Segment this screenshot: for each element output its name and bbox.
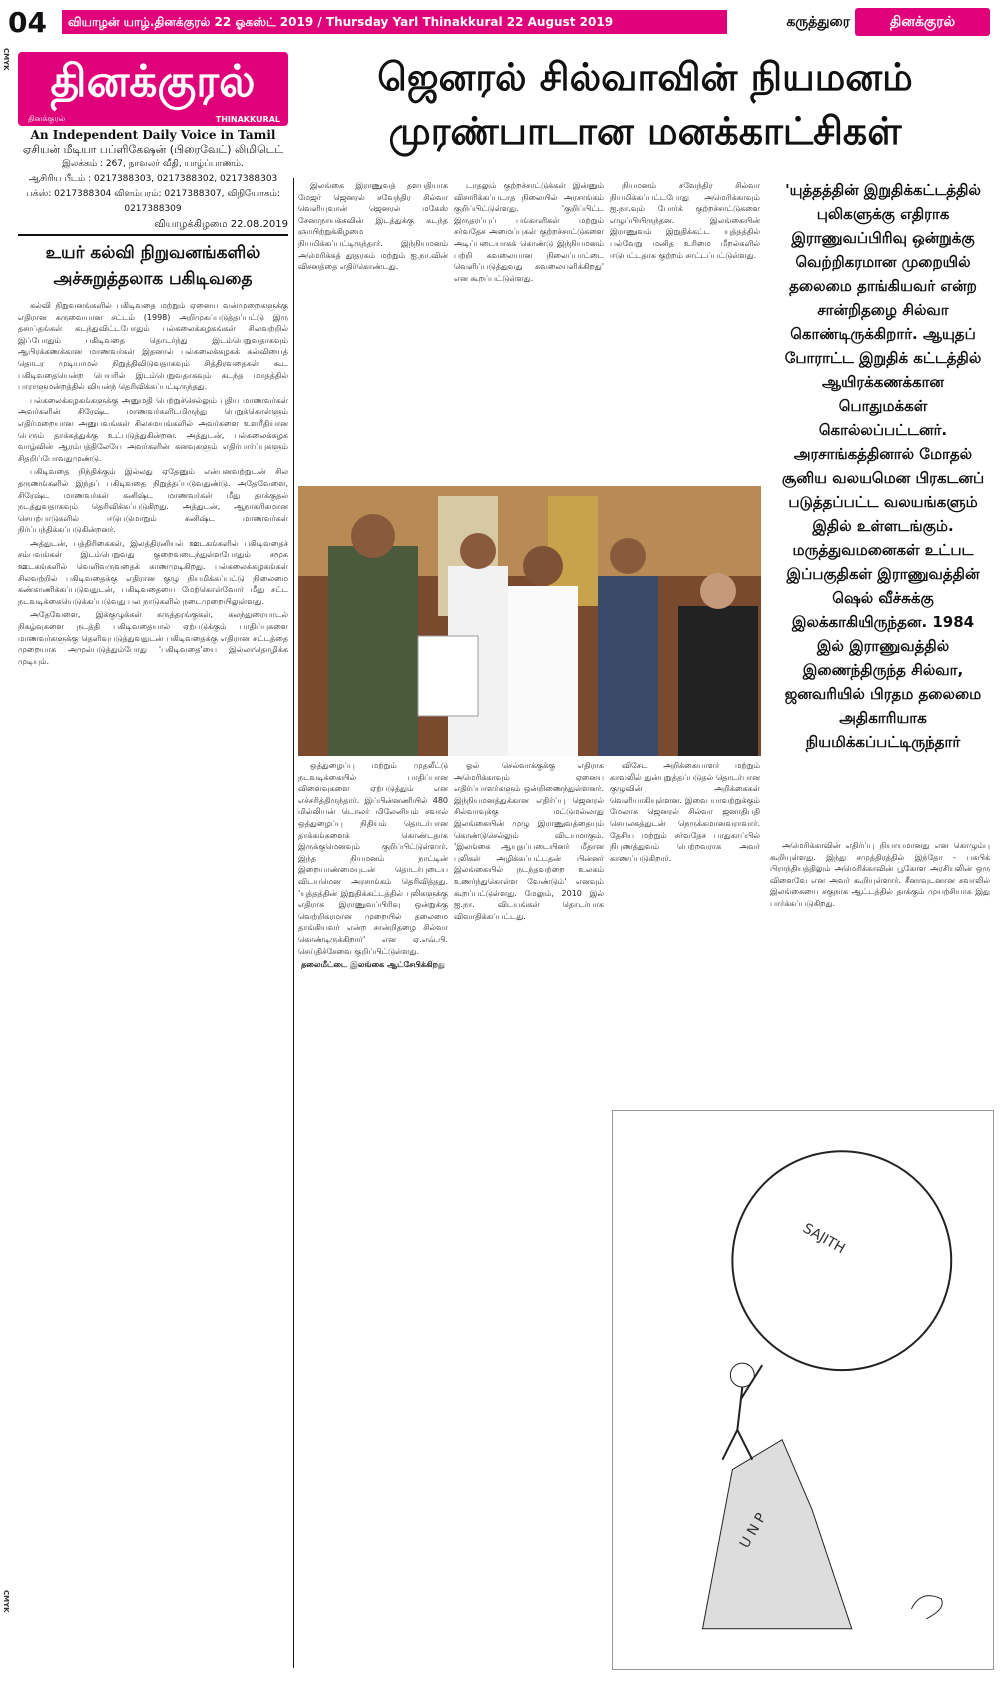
cmyk-mark-bottom: CMYK — [2, 1590, 10, 1613]
editorial-paragraph: கல்வி நிறுவனங்களில் பகிடிவதை மற்றும் ஏனைய வன்முறைகளுக்கு எதிரான சுருவையான சட்டம் (1998) அறிமுகப்படுத்தப்பட்டு இரு தசாப்தங்கள் கடந்துவிட்டபோதும் பல்கலைக்கழகங்கள் சிலவற்றில் இப்போதும் பகிடிவதை தொடர்ந்து இடம்பெறுவதாகவும் ஆபிரக்கணக்கான மாணவர்கள் இதனால் பல்கலைக்கழகக் கல்வியைத் தொடர முடியாமல் நிறுத்திவிடுவதாகவும் சித்திரவதைகள் கூட பகிடிவதையென்ற பெயரில் இடம்பெறுவதாகவும் கடந்த மாதத்தில் பாராளுமன்றத்தில் வியன்ந் தெரிவிக்கப்பட்டிருந்தது. — [18, 301, 288, 392]
article-paragraph: விசேட அறிக்கையாளர் மற்றும் காவலில் துன்புறுத்தப்படுதல் தொடர்பான குழுவின் அறிக்கைகள் வெளியாகியுள்ளன. இவை யாவற்றுக்கும் மேலாக ஜெனரல் சில்வா ஜனாதிபதி செயலகத்துடன் நெருக்கமானவராவார். தேசிய மற்றும் சர்வதேச பாதுகாப்பில் நிபுணத்துவம் பெற்றவராக அவர் காணப்படுகிறார். — [610, 761, 760, 863]
masthead-logo-text: தினக்குரல் — [50, 56, 256, 107]
issue-date: வியாழக்கிழமை 22.08.2019 — [154, 219, 288, 230]
main-headline — [300, 50, 990, 158]
editorial-body — [18, 300, 288, 1660]
masthead-logo — [18, 52, 288, 126]
address: இலக்கம் : 267, நாவலர் வீதி, யாழ்ப்பாணம். — [62, 159, 244, 169]
date-bar-text: வியாழன் யாழ்.தினக்குரல் 22 ஓகஸ்ட் 2019 / Thursday Yarl Thinakkural 22 August 2019 — [68, 15, 614, 29]
article-paragraph: டாதலும் குற்றச்சாட்டுக்கள் இன்னும் விசாரிக்கப்படாத நிலையில் அரசாங்கம் குறிப்பிட்டுள்ளது. 'குறிப்பிட்ட இருதரப்புப் பங்காளிகள் மற்றும் சர்வதேச அமைப்புகள் குற்றச்சாட்டுகளை அடிப்படையாகக் கொண்டு இந்நியமனம் பற்றி கவலையான நிலைப்பாட்டை வெளிப்படுத்துவது கவலையளிக்கிறது' என கூறப்பட்டுள்ளது. — [454, 181, 604, 283]
publisher: ஏசியன் மீடியா பப்ளிகேஷன் (பிரைவேட்) லிமிடெட் — [22, 143, 284, 156]
editorial-paragraph: பகிடிவதை நிந்திக்கும் இல்லது ஏதேனும் என்பனவற்றுடன் சில தருணங்களில் இந்தப் பகிடிவதை நிறுத்தப்படுவதுண்டு. அதேவேளை, சிரேஷ்ட மாணவர்கள் கனிஷ்ட மாணவர்கள் மீது தாக்குதல் நடத்துவதாகவும் தெரிவிக்கப்படுகிறது. அத்துடன், ஆநாகரிகமான செயற்பாடுகளில் ஈடுபடுமாறும் கனிஷ்ட மாணவர்கள் நிர்ப்பந்திக்கப்படுகின்றனர். — [18, 467, 288, 535]
masthead-logo-small: தினக்குரல் — [28, 114, 66, 123]
article-paragraph: ஓல் செல்வாக்குக்கு எதிராக அமெரிக்காவும் ஏனைய எதிர்ப்பாளர்களும் ஒன்றிணைந்துள்ளனர். இந்நியமனத்துக்கான எதிர்ப்பு ஜெனரல் சில்வாவுக்கு மட்டுமல்லாது இலங்கையின் முழு இராணுவத்தையும் கொண்டுசெல்லும் விடயமாகும். 'இலங்கை ஆயுதப்படையினர் மீதான புலிகள் அழிக்கப்பட்டதன் பின்னர் இலங்கையில் நடந்தவற்றை உலகம் உணர்ந்துகொள்ள வேண்டும்' எனவும் கூறப்பட்டுள்ளது. மேலும், 2010 இல் ஐ.நா. விடயங்கள் தொடர்பாக விவாதிக்கப்பட்டது. — [454, 761, 604, 921]
headline-line1: ஜெனரல் சில்வாவின் நியமனம் — [377, 55, 913, 99]
article-column — [610, 180, 760, 480]
divider — [18, 234, 288, 236]
divider — [293, 178, 294, 1668]
article-column — [454, 180, 604, 480]
article-column — [454, 760, 604, 1670]
mini-logo: தினக்குரல் — [855, 8, 990, 36]
article-column — [298, 180, 448, 480]
news-photo — [298, 486, 761, 756]
article-column — [298, 760, 448, 1670]
section-label: கருத்துரை — [786, 14, 850, 30]
editorial-title-line1: உயர் கல்வி நிறுவனங்களில் — [45, 243, 261, 263]
cmyk-mark-top: CMYK — [2, 48, 10, 71]
article-column — [770, 840, 990, 1095]
article-paragraph: அமெரிக்காவின் எதிர்ப்பு நியாயமானது என கொழும்பு கூறியுள்ளது. இந்து சமுத்திரத்தில் இந்தோ - பசுபிக் பிராந்தியத்திலும் அமெரிக்காவின் பூகோள அரசியலின் ஒரு விளைவே என அவர் கூறியுள்ளார். சீனாவுடனான சவாலில் இலங்கையை சகுநாக ஆட்டத்தில் தாக்கும் முயற்சியாக இது பார்க்கப்படுகிறது. — [770, 841, 990, 908]
editorial-paragraph: பல்கலைக்கழகங்களுக்கு அனுமதி பெற்றுச்செல்லும் புதிய மாணவர்கள் அவர்களின் சிரேஷ்ட மாணவர்களிடமிருந்து பெறுக்கொள்ளும் எதிர்மறையான அனுபவங்கள் சிலசமயங்களில் அவர்களை உளரீதியான பெரும் தாக்கத்துக்கு உட்படுத்துகின்றன. அத்துடன், பல்கலைக்கழக வாழ்வின் ஆரம்பத்திலேயே அவர்களின் கனவுகளும் எதிர்பார்ப்புகளும் சிதறிப்போவதுமுண்டு. — [18, 395, 288, 463]
cartoon-label-unp: U N P — [736, 1510, 770, 1552]
cartoon-label-sajith: SAJITH — [800, 1220, 848, 1258]
page-number: 04 — [8, 6, 47, 39]
article-subhead: தலைமீட்டை இலங்கை ஆட்சேபிக்கிறது — [301, 960, 445, 970]
editorial-cartoon — [612, 1110, 994, 1670]
article-paragraph: நியமனம் சவேந்திர சில்வா நியமிக்கப்பட்டபோது அமெரிக்காவும் ஐ.நா.வும் போர்க் குற்றச்சாட்டுகளை எழுப்பியிருந்தன. இலங்கையின் இராணுவம் இறுதிக்கட்ட யுத்தத்தில் பல்வேறு மனித உரிமை மீறல்களில் ஈடுபட்டதாக குற்றம் சாட்டப்பட்டுள்ளது. — [610, 181, 760, 260]
masthead-logo-en: THINAKKURAL — [215, 115, 280, 124]
masthead-info — [18, 128, 288, 232]
article-paragraph: ஒத்துழைப்பு மற்றும் முதலீட்டு நடவடிக்கையில் பாதிப்பான விளைவுகளை ஏற்படுத்தும் என எச்சரித்திருந்தார். இப்பின்னணியில் 480 மில்லியன் டொலர் மிலேனியம் சவால் ஒத்துழைப்பு நிதியம் தொடர்பான தாக்கங்களைக் கொண்டதாக இருக்குமெனவும் குறிப்பிட்டுள்ளார். இந்த நியமனம் நாட்டின் இறையாண்மையுடன் தொடர்புடைய விடயமென அரசாங்கம் தெரிவித்தது. 'யுத்தத்தின் இறுதிக்கட்டத்தில் புலிகளுக்கு எதிராக இராணுவப்பிரிவு ஒன்றுக்கு வெற்றிகரமான முறையில் தலைமை தாங்கியவர் என்ற சான்றிதழை சில்வா கொண்டிருக்கிறார்' என ஏ.எவ்.பி. செய்திச்சேவை குறிப்பிட்டுள்ளது. — [298, 761, 448, 956]
pull-quote: 'யுத்தத்தின் இறுதிக்கட்டத்தில் புலிகளுக்கு எதிராக இராணுவப்பிரிவு ஒன்றுக்கு வெற்றிகரமான முறையில் தலைமை தாங்கியவர் என்ற சான்றிதழை சில்வா கொண்டிருக்கிறார். ஆயுதப் போராட்ட இறுதிக் கட்டத்தில் ஆயிரக்கணக்கான பொதுமக்கள் கொல்லப்பட்டனர். அரசாங்கத்தினால் மோதல் சூனிய வலயமென பிரகடனப் படுத்தப்பட்ட வலயங்களும் இதில் உள்ளடங்கும். மருத்துவமனைகள் உட்பட இப்பகுதிகள் இராணுவத்தின் ஷெல் வீச்சுக்கு இலக்காகியிருந்தன. 1984 இல் இராணுவத்தில் இணைந்திருந்த சில்வா, ஜனவரியில் பிரதம தலைமை அதிகாரியாக நியமிக்கப்பட்டிருந்தார் — [781, 181, 985, 751]
tagline: An Independent Daily Voice in Tamil — [30, 128, 276, 142]
editorial-title-line2: அச்சுறுத்தலாக பகிடிவதை — [53, 269, 253, 289]
date-bar — [62, 10, 727, 34]
editorial-paragraph: அதேவேளை, இக்குழுக்கள் கருத்தரங்குகள், கலந்துரையாடல் நிகழ்வுகளை நடத்தி பகிடிவதையால் ஏற்படுக்கும் பாதிப்புகளை மாணவர்களுக்கு தெளிவுபடுத்துவதுடன் பகிடிவதைக்கு எதிரான சட்டத்தை முறையாக அமுல்படுத்தும்போது 'பகிடிவதை'யை இல்லாதொழிக்க முடியும். — [18, 610, 288, 666]
headline-line2: முரண்பாடான மனக்காட்சிகள் — [388, 109, 902, 153]
editorial-title — [18, 240, 288, 292]
page-header — [0, 0, 1000, 44]
office-phone: ஆசிரிய பீடம் : 0217388303, 0217388302, 0217388303 — [28, 174, 278, 184]
article-paragraph: இலங்கை இராணுவத் தளபதியாக மேஜர் ஜெனரல் சவேந்திர சில்வா வெளியுவான் ஜெனரல் மகேஸ் சேனாநாயக்கவின் இடத்துக்கு கடந்த ஞாயிற்றுக்கிழமை நியமிக்கப்பட்டிருந்தார். இந்நியமனம் அமெரிக்கத் தூதரகம் மற்றும் ஐ.நா.வின் விசனத்தை எதிர்கொண்டது. — [298, 181, 448, 272]
phones: பக்ஸ்: 0217388304 விளம்பரம்: 0217388307, விநியோகம்: 0217388309 — [26, 189, 280, 214]
article-column — [610, 760, 760, 1100]
editorial-paragraph: அத்துடன், பத்திரிகைகள், இலத்திரனியல் ஊடகங்களில் பகிடிவதைச் சம்பவங்கள் இடம்பெறுவது குறைவடைந்துள்ளபோதும் சமூக ஊடகங்களில் வெளிவருவதைக் காணமுடிகிறது. பல்கலைக்கழகங்கள் சிலவற்றில் பகிடிவதைக்கு எதிரான குழு நியமிக்கப்பட்டு நிலைமை கண்காணிக்கப்படுவதுடன், பகிடிவதையை மேற்கொள்வோர் மீது சட்ட நடவடிக்கையெடுக்கப்படுவது பல நாடுகளில் நடைமுறையிலுள்ளது. — [18, 538, 288, 606]
